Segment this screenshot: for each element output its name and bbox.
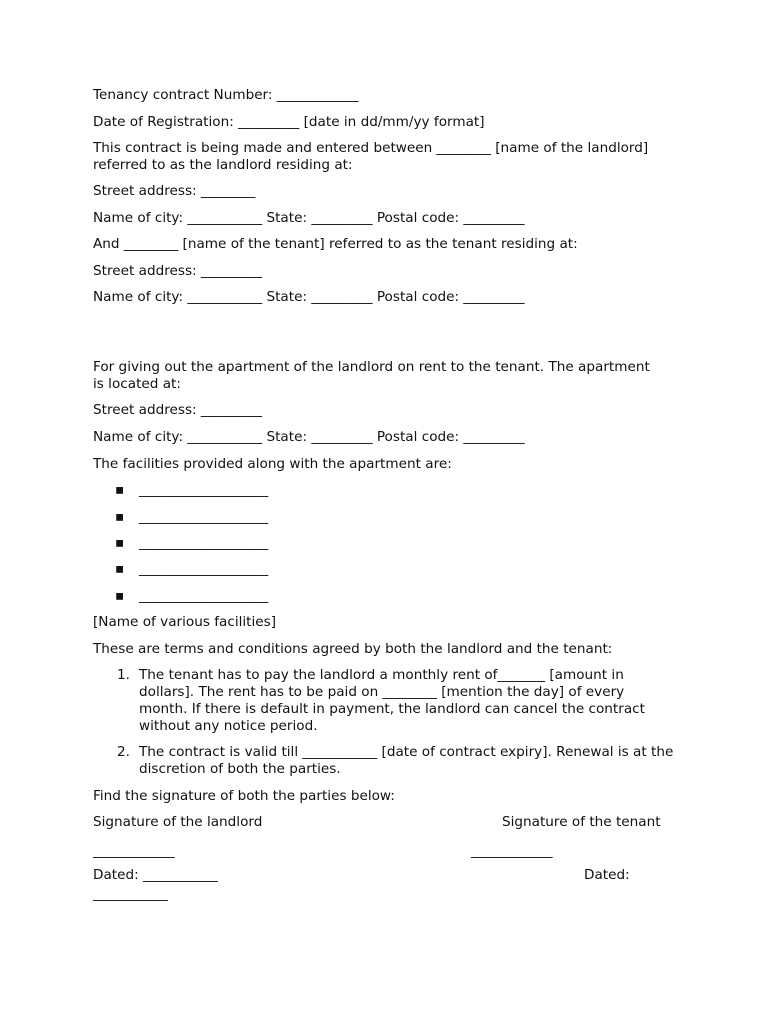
term-text: The contract is valid till ___________ [date of contract expiry]. Renewal is at the discretion of both the parties.: [139, 744, 678, 777]
bullet-icon: ▪: [115, 561, 125, 577]
landlord-signature-line: ____________: [93, 843, 175, 859]
apartment-street-line: Street address: _________: [93, 402, 263, 418]
bullet-icon: ▪: [115, 588, 125, 604]
term-number: 2.: [117, 744, 130, 760]
landlord-signature-label: Signature of the landlord: [93, 814, 263, 830]
intro-paragraph: This contract is being made and entered between ________ [name of the landlord] referred to as the landlord residing at:: [93, 140, 653, 173]
tenant-city-line: Name of city: ___________ State: _________ Postal code: _________: [93, 289, 525, 305]
landlord-street-line: Street address: ________: [93, 183, 256, 199]
tenant-dated-label: Dated:: [584, 867, 630, 883]
landlord-dated-line: Dated: ___________: [93, 867, 218, 883]
term-text: The tenant has to pay the landlord a monthly rent of_______ [amount in dollars]. The rent has to be paid on ________ [mention the day] of every month. If there is default in payment, the landlord can cancel the contract without any notice period.: [139, 667, 650, 734]
tenant-signature-label: Signature of the tenant: [502, 814, 661, 830]
facility-blank: ___________________: [139, 509, 269, 525]
facility-blank: ___________________: [139, 588, 269, 604]
registration-date-line: Date of Registration: _________ [date in dd/mm/yy format]: [93, 114, 485, 130]
bullet-icon: ▪: [115, 535, 125, 551]
contract-number-line: Tenancy contract Number: ____________: [93, 87, 359, 103]
landlord-city-line: Name of city: ___________ State: _________ Postal code: _________: [93, 210, 525, 226]
signature-intro-line: Find the signature of both the parties below:: [93, 788, 395, 804]
apartment-city-line: Name of city: ___________ State: _________ Postal code: _________: [93, 429, 525, 445]
tenant-signature-line: ____________: [471, 843, 553, 859]
bullet-icon: ▪: [115, 482, 125, 498]
facilities-note-line: [Name of various facilities]: [93, 614, 277, 630]
facilities-intro-line: The facilities provided along with the apartment are:: [93, 456, 452, 472]
purpose-paragraph: For giving out the apartment of the landlord on rent to the tenant. The apartment is located at:: [93, 359, 655, 392]
tenant-street-line: Street address: _________: [93, 263, 263, 279]
facility-blank: ___________________: [139, 482, 269, 498]
term-number: 1.: [117, 667, 130, 683]
tenant-dated-line: ___________: [93, 886, 168, 902]
facility-blank: ___________________: [139, 535, 269, 551]
bullet-icon: ▪: [115, 509, 125, 525]
facility-blank: ___________________: [139, 561, 269, 577]
terms-intro-line: These are terms and conditions agreed by both the landlord and the tenant:: [93, 641, 613, 657]
tenant-intro-line: And ________ [name of the tenant] referred to as the tenant residing at:: [93, 236, 578, 252]
